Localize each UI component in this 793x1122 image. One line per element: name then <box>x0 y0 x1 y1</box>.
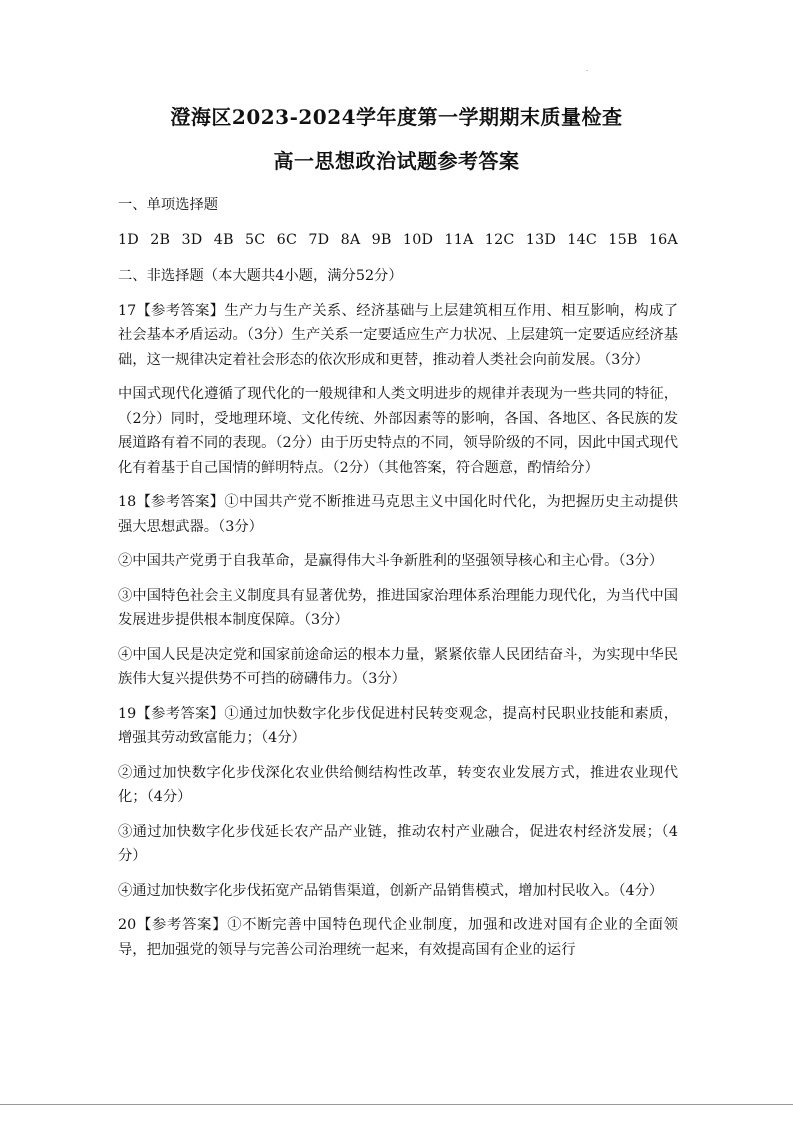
answer-item: 12C <box>484 231 515 248</box>
answer-item: 9B <box>371 231 392 248</box>
q18-text-1: ①中国共产党不断推进马克思主义中国化时代化，为把握历史主动提供强大思想武器。（3分） <box>118 494 678 535</box>
q17-answer-p1 <box>118 299 678 373</box>
q18-answer-p3: ③中国特色社会主义制度具有显著优势，推进国家治理体系治理能力现代化，为当代中国发展进步提供根本制度保障。（3分） <box>118 587 678 628</box>
answer-item: 16A <box>648 231 678 248</box>
page-bottom-rule <box>0 1104 793 1105</box>
answer-item: 1D <box>118 231 139 248</box>
q18-answer-p4: ④中国人民是决定党和国家前途命运的根本力量，紧紧依靠人民团结奋斗，为实现中华民族伟大复兴提供势不可挡的磅礴伟力。（3分） <box>118 646 678 687</box>
q19-answer-p3: ③通过加快数字化步伐延长农产品产业链，推动农村产业融合，促进农村经济发展；（4分） <box>118 823 678 864</box>
q18-answer-p2: ②中国共产党勇于自我革命，是赢得伟大斗争新胜利的坚强领导核心和主心骨。（3分） <box>118 553 664 569</box>
q17-text-1: 生产力与生产关系、经济基础与上层建筑相互作用、相互影响，构成了社会基本矛盾运动。（3分）生产关系一定要适应生产力状况、上层建筑一定要适应经济基础，这一规律决定着社会形态的依次形成和更替，推动着人类社会向前发展。（3分） <box>118 302 678 368</box>
answer-item: 3D <box>181 231 203 248</box>
exam-subtitle: 高一思想政治试题参考答案 <box>273 149 520 173</box>
q17-answer-p2: 中国式现代化遵循了现代化的一般规律和人类文明进步的规律并表现为一些共同的特征，（2分）同时，受地理环境、文化传统、外部因素等的影响，各国、各地区、各民族的发展道路有着不同的表现。（2分）由于历史特点的不同，领导阶级的不同，因此中国式现代化有着基于自己国情的鲜明特点。（2分）（其他答案，符合题意，酌情给分） <box>118 386 678 476</box>
q19-text-1: ①通过加快数字化步伐促进村民转变观念，提高村民职业技能和素质，增强其劳动致富能力；（4分） <box>118 705 678 746</box>
answer-item: 10D <box>402 231 434 248</box>
answer-item: 8A <box>340 231 361 248</box>
exam-title: 澄海区2023-2024学年度第一学期期末质量检查 <box>170 105 623 129</box>
answer-item: 15B <box>608 231 638 248</box>
answer-item: 13D <box>525 231 557 248</box>
q19-answer-p1 <box>118 702 678 751</box>
answer-item: 14C <box>567 231 598 248</box>
q19-label: 19【参考答案】 <box>118 705 225 722</box>
q19-answer-p4: ④通过加快数字化步伐拓宽产品销售渠道，创新产品销售模式，增加村民收入。（4分） <box>118 882 664 899</box>
answer-item: 5C <box>244 231 266 248</box>
q17-label: 17【参考答案】 <box>118 302 225 319</box>
answer-item: 6C <box>276 231 298 248</box>
answer-content <box>118 193 678 972</box>
corner-mark: . <box>586 66 588 73</box>
answer-item: 2B <box>150 231 171 248</box>
multiple-choice-answers <box>118 228 678 253</box>
answer-item: 7D <box>308 231 330 248</box>
answer-item: 11A <box>444 231 474 248</box>
q18-answer-p1 <box>118 490 678 539</box>
q19-answer-p2: ②通过加快数字化步伐深化农业供给侧结构性改革，转变农业发展方式，推进农业现代化；（4分） <box>118 764 678 805</box>
section2-heading: 二、非选择题（本大题共4小题，满分52分） <box>118 268 403 284</box>
section1-heading: 一、单项选择题 <box>118 197 219 213</box>
q20-text-1: ①不断完善中国特色现代企业制度，加强和改进对国有企业的全面领导，把加强党的领导与完善公司治理统一起来，有效提高国有企业的运行 <box>118 917 678 958</box>
answer-item: 4B <box>213 231 234 248</box>
q20-label: 20【参考答案】 <box>118 917 228 933</box>
q20-answer-p1 <box>118 913 678 962</box>
q18-label: 18【参考答案】 <box>118 494 225 510</box>
